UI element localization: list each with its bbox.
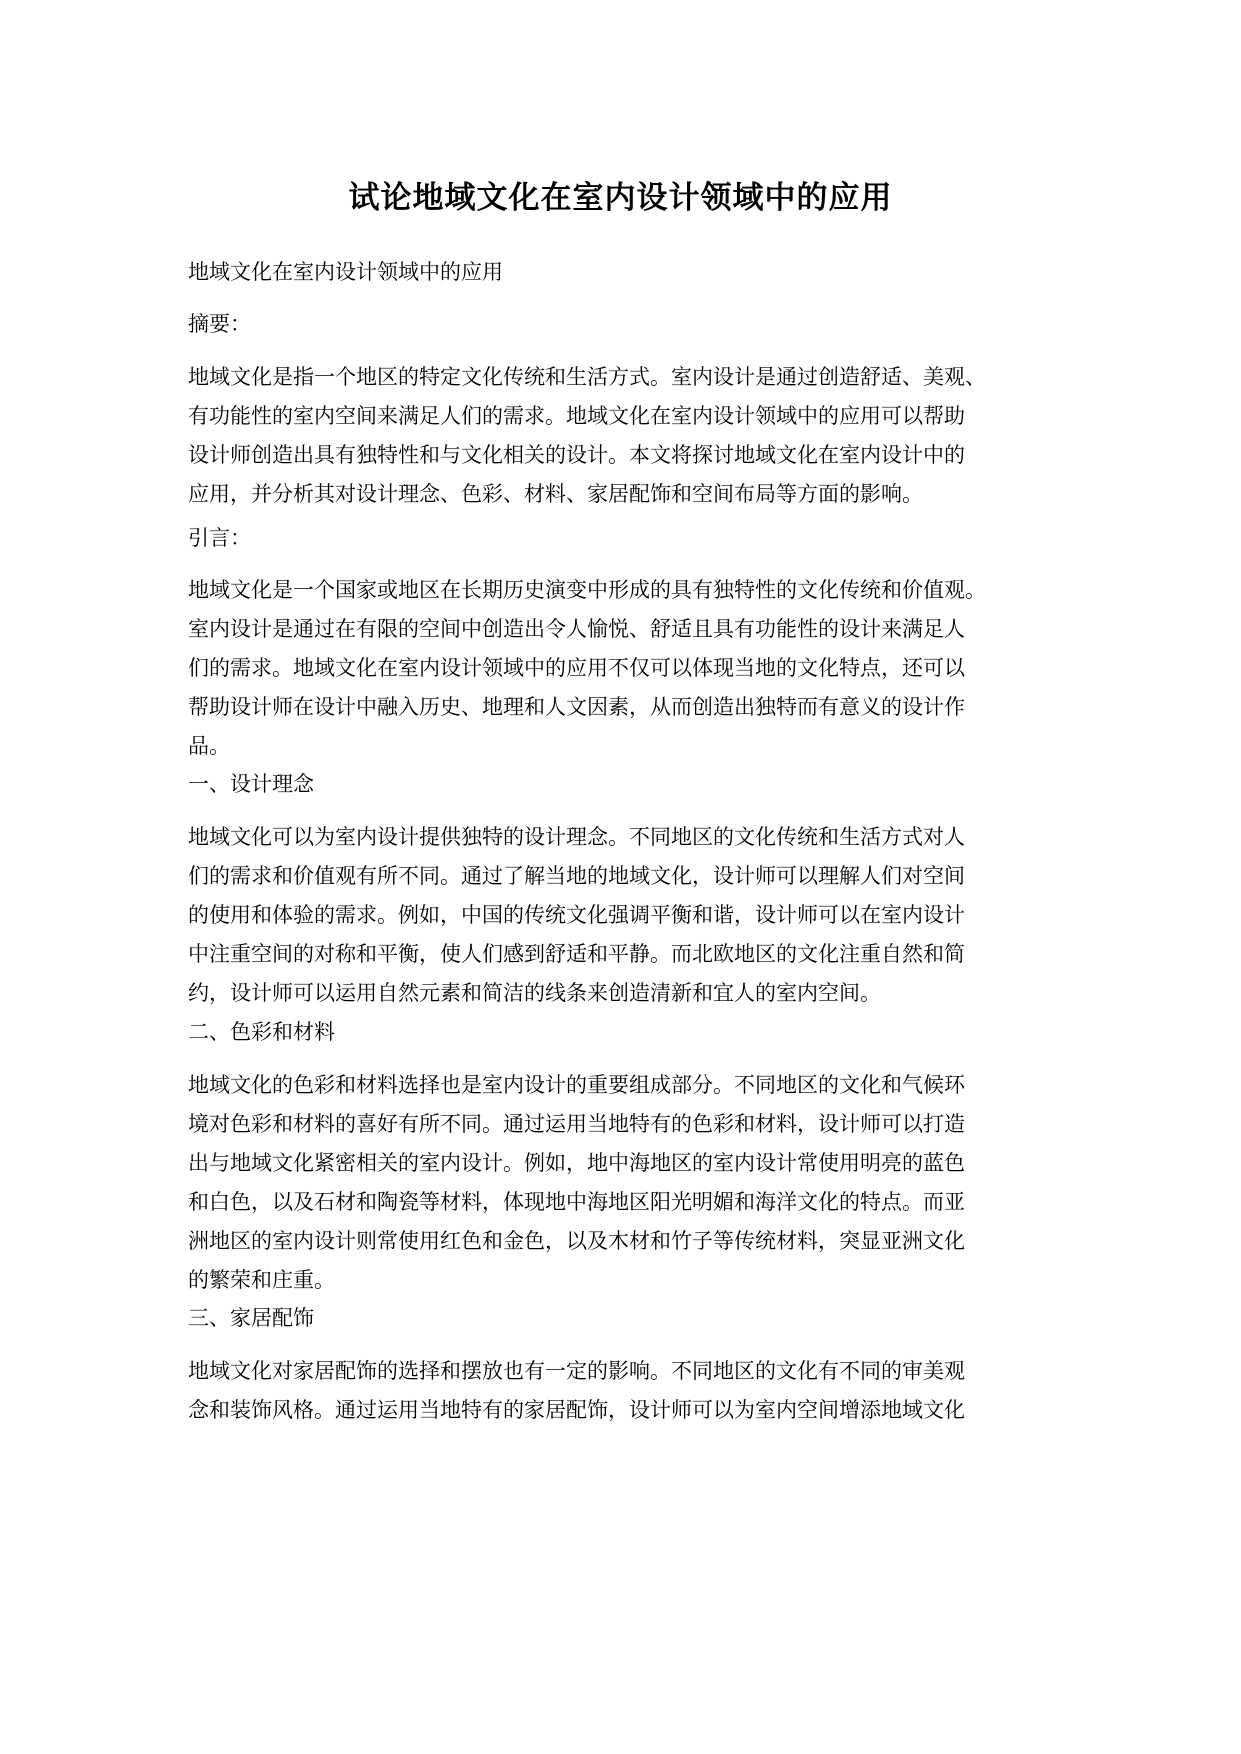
paragraph-line: 有功能性的室内空间来满足人们的需求。地域文化在室内设计领域中的应用可以帮助 xyxy=(188,404,965,428)
paragraph-line: 设计师创造出具有独特性和与文化相关的设计。本文将探讨地域文化在室内设计中的 xyxy=(188,443,965,467)
paragraph-line: 引言： xyxy=(188,526,251,550)
section-heading-color-material xyxy=(188,1013,1068,1052)
introduction-heading xyxy=(188,519,1068,558)
design-concept-paragraph xyxy=(188,818,1068,1013)
paragraph-line: 的繁荣和庄重。 xyxy=(188,1268,335,1292)
paragraph-line: 念和装饰风格。通过运用当地特有的家居配饰，设计师可以为室内空间增添地域文化 xyxy=(188,1398,965,1422)
section-heading-home-decor xyxy=(188,1299,1068,1338)
paragraph-line: 地域文化在室内设计领域中的应用 xyxy=(188,260,503,284)
abstract-paragraph xyxy=(188,358,1068,514)
paragraph-line: 三、家居配饰 xyxy=(188,1306,314,1330)
paragraph-line: 的使用和体验的需求。例如，中国的传统文化强调平衡和谐，设计师可以在室内设计 xyxy=(188,903,965,927)
paragraph-line: 洲地区的室内设计则常使用红色和金色，以及木材和竹子等传统材料，突显亚洲文化 xyxy=(188,1229,965,1253)
paragraph-line: 帮助设计师在设计中融入历史、地理和人文因素，从而创造出独特而有意义的设计作 xyxy=(188,695,965,719)
paragraph-line: 们的需求。地域文化在室内设计领域中的应用不仅可以体现当地的文化特点，还可以 xyxy=(188,656,965,680)
paragraph-line: 地域文化可以为室内设计提供独特的设计理念。不同地区的文化传统和生活方式对人 xyxy=(188,825,965,849)
document-title: 试论地域文化在室内设计领域中的应用 xyxy=(348,180,893,216)
paragraph-line: 应用，并分析其对设计理念、色彩、材料、家居配饰和空间布局等方面的影响。 xyxy=(188,482,923,506)
color-material-paragraph xyxy=(188,1066,1068,1300)
paragraph-line: 摘要： xyxy=(188,312,251,336)
section-heading-design-concept xyxy=(188,765,1068,804)
paragraph-line: 出与地域文化紧密相关的室内设计。例如，地中海地区的室内设计常使用明亮的蓝色 xyxy=(188,1151,965,1175)
abstract-heading xyxy=(188,305,1068,344)
paragraph-line: 和白色，以及石材和陶瓷等材料，体现地中海地区阳光明媚和海洋文化的特点。而亚 xyxy=(188,1190,965,1214)
subtitle-paragraph xyxy=(188,253,1068,292)
paragraph-line: 一、设计理念 xyxy=(188,772,314,796)
paragraph-line: 们的需求和价值观有所不同。通过了解当地的地域文化，设计师可以理解人们对空间 xyxy=(188,864,965,888)
paragraph-line: 地域文化的色彩和材料选择也是室内设计的重要组成部分。不同地区的文化和气候环 xyxy=(188,1073,965,1097)
paragraph-line: 室内设计是通过在有限的空间中创造出令人愉悦、舒适且具有功能性的设计来满足人 xyxy=(188,617,965,641)
paragraph-line: 二、色彩和材料 xyxy=(188,1020,335,1044)
paragraph-line: 地域文化对家居配饰的选择和摆放也有一定的影响。不同地区的文化有不同的审美观 xyxy=(188,1359,965,1383)
paragraph-line: 境对色彩和材料的喜好有所不同。通过运用当地特有的色彩和材料，设计师可以打造 xyxy=(188,1112,965,1136)
introduction-paragraph xyxy=(188,571,1068,766)
paragraph-line: 地域文化是一个国家或地区在长期历史演变中形成的具有独特性的文化传统和价值观。 xyxy=(188,578,986,602)
paragraph-line: 中注重空间的对称和平衡，使人们感到舒适和平静。而北欧地区的文化注重自然和简 xyxy=(188,942,965,966)
paragraph-line: 品。 xyxy=(188,734,230,758)
paragraph-line: 地域文化是指一个地区的特定文化传统和生活方式。室内设计是通过创造舒适、美观、 xyxy=(188,365,986,389)
paragraph-line: 约，设计师可以运用自然元素和简洁的线条来创造清新和宜人的室内空间。 xyxy=(188,981,881,1005)
home-decor-paragraph xyxy=(188,1352,1068,1430)
